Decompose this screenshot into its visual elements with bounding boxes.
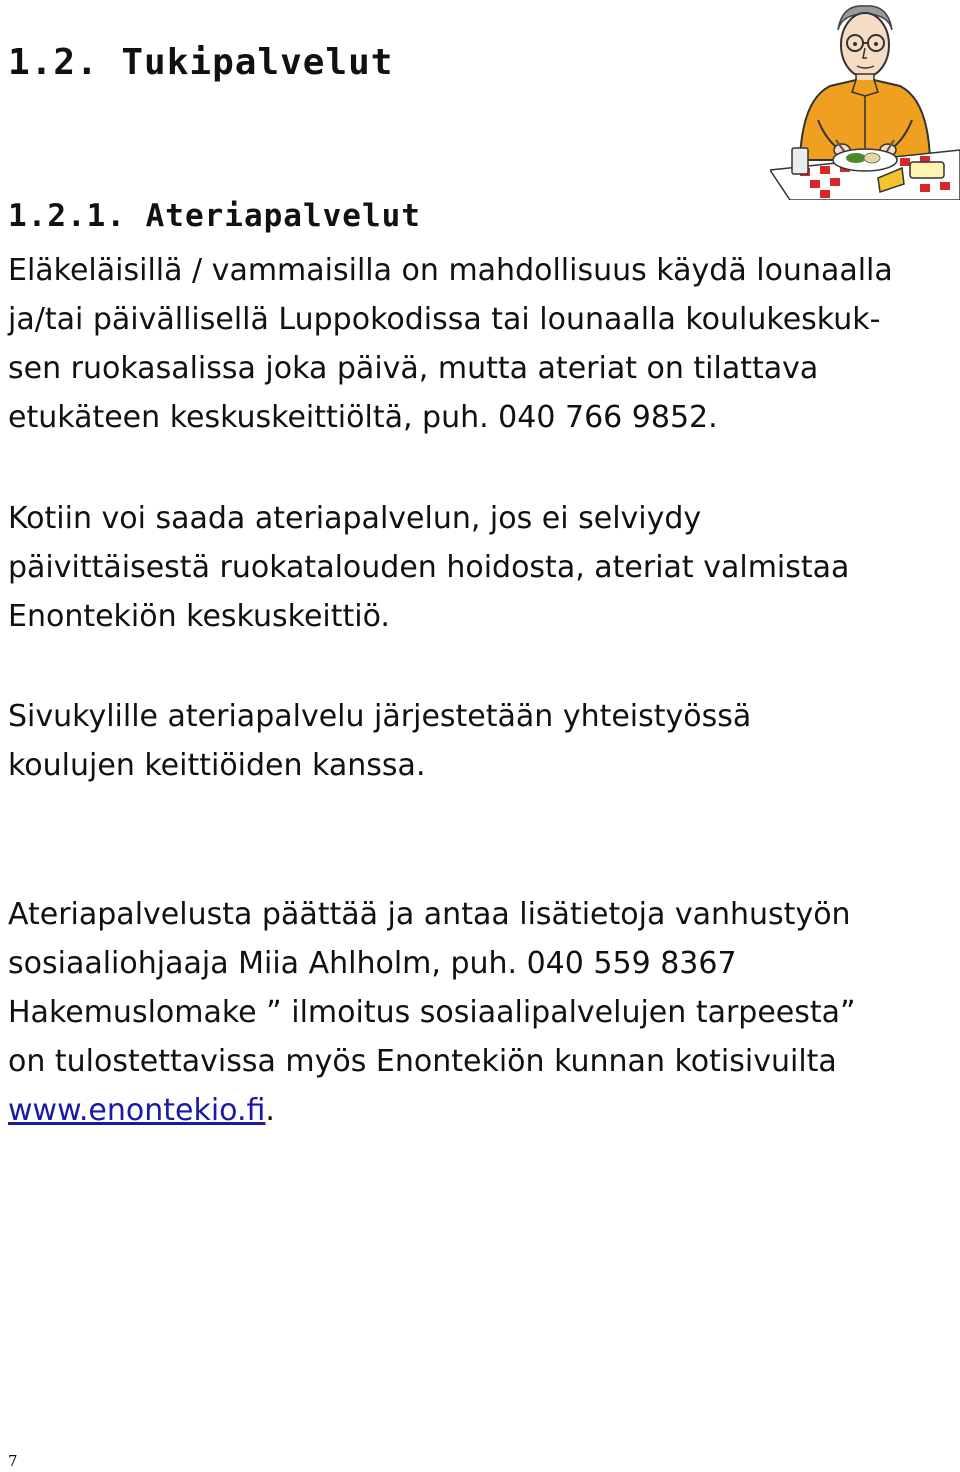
text-line: sen ruokasalissa joka päivä, mutta ateriat on tilattava	[8, 351, 819, 386]
text-line: Kotiin voi saada ateriapalvelun, jos ei selviydy	[8, 501, 702, 536]
text-line: Eläkeläisillä / vammaisilla on mahdollisuus käydä lounaalla	[8, 253, 893, 288]
section-heading: 1.2. Tukipalvelut	[8, 42, 394, 83]
text-line: Enontekiön keskuskeittiö.	[8, 599, 390, 634]
text-line: sosiaaliohjaaja Miia Ahlholm, puh. 040 559 8367	[8, 946, 737, 981]
text-line: Sivukylille ateriapalvelu järjestetään yhteistyössä	[8, 699, 752, 734]
paragraph-meal-locations	[8, 246, 948, 442]
text-line: etukäteen keskuskeittiöltä, puh. 040 766 9852.	[8, 400, 718, 435]
paragraph-villages	[8, 692, 948, 790]
paragraph-home-delivery	[8, 494, 948, 641]
text-line	[8, 1086, 948, 1135]
paragraph-contact-info	[8, 890, 948, 1135]
text-line: Hakemuslomake ” ilmoitus sosiaalipalvelujen tarpeesta”	[8, 995, 856, 1030]
text-line: päivittäisestä ruokatalouden hoidosta, ateriat valmistaa	[8, 550, 850, 585]
page-number: 7	[8, 1452, 18, 1470]
website-link[interactable]: www.enontekio.fi	[8, 1093, 266, 1128]
text-line: ja/tai päivällisellä Luppokodissa tai lounaalla koulukeskuk-	[8, 302, 881, 337]
subsection-heading: 1.2.1. Ateriapalvelut	[8, 198, 421, 234]
text-line: koulujen keittiöiden kanssa.	[8, 748, 426, 783]
text-line: on tulostettavissa myös Enontekiön kunnan kotisivuilta	[8, 1044, 837, 1079]
text-line: Ateriapalvelusta päättää ja antaa lisätietoja vanhustyön	[8, 897, 851, 932]
link-trailing-period: .	[265, 1093, 275, 1128]
man-eating-meal-icon	[770, 0, 960, 200]
